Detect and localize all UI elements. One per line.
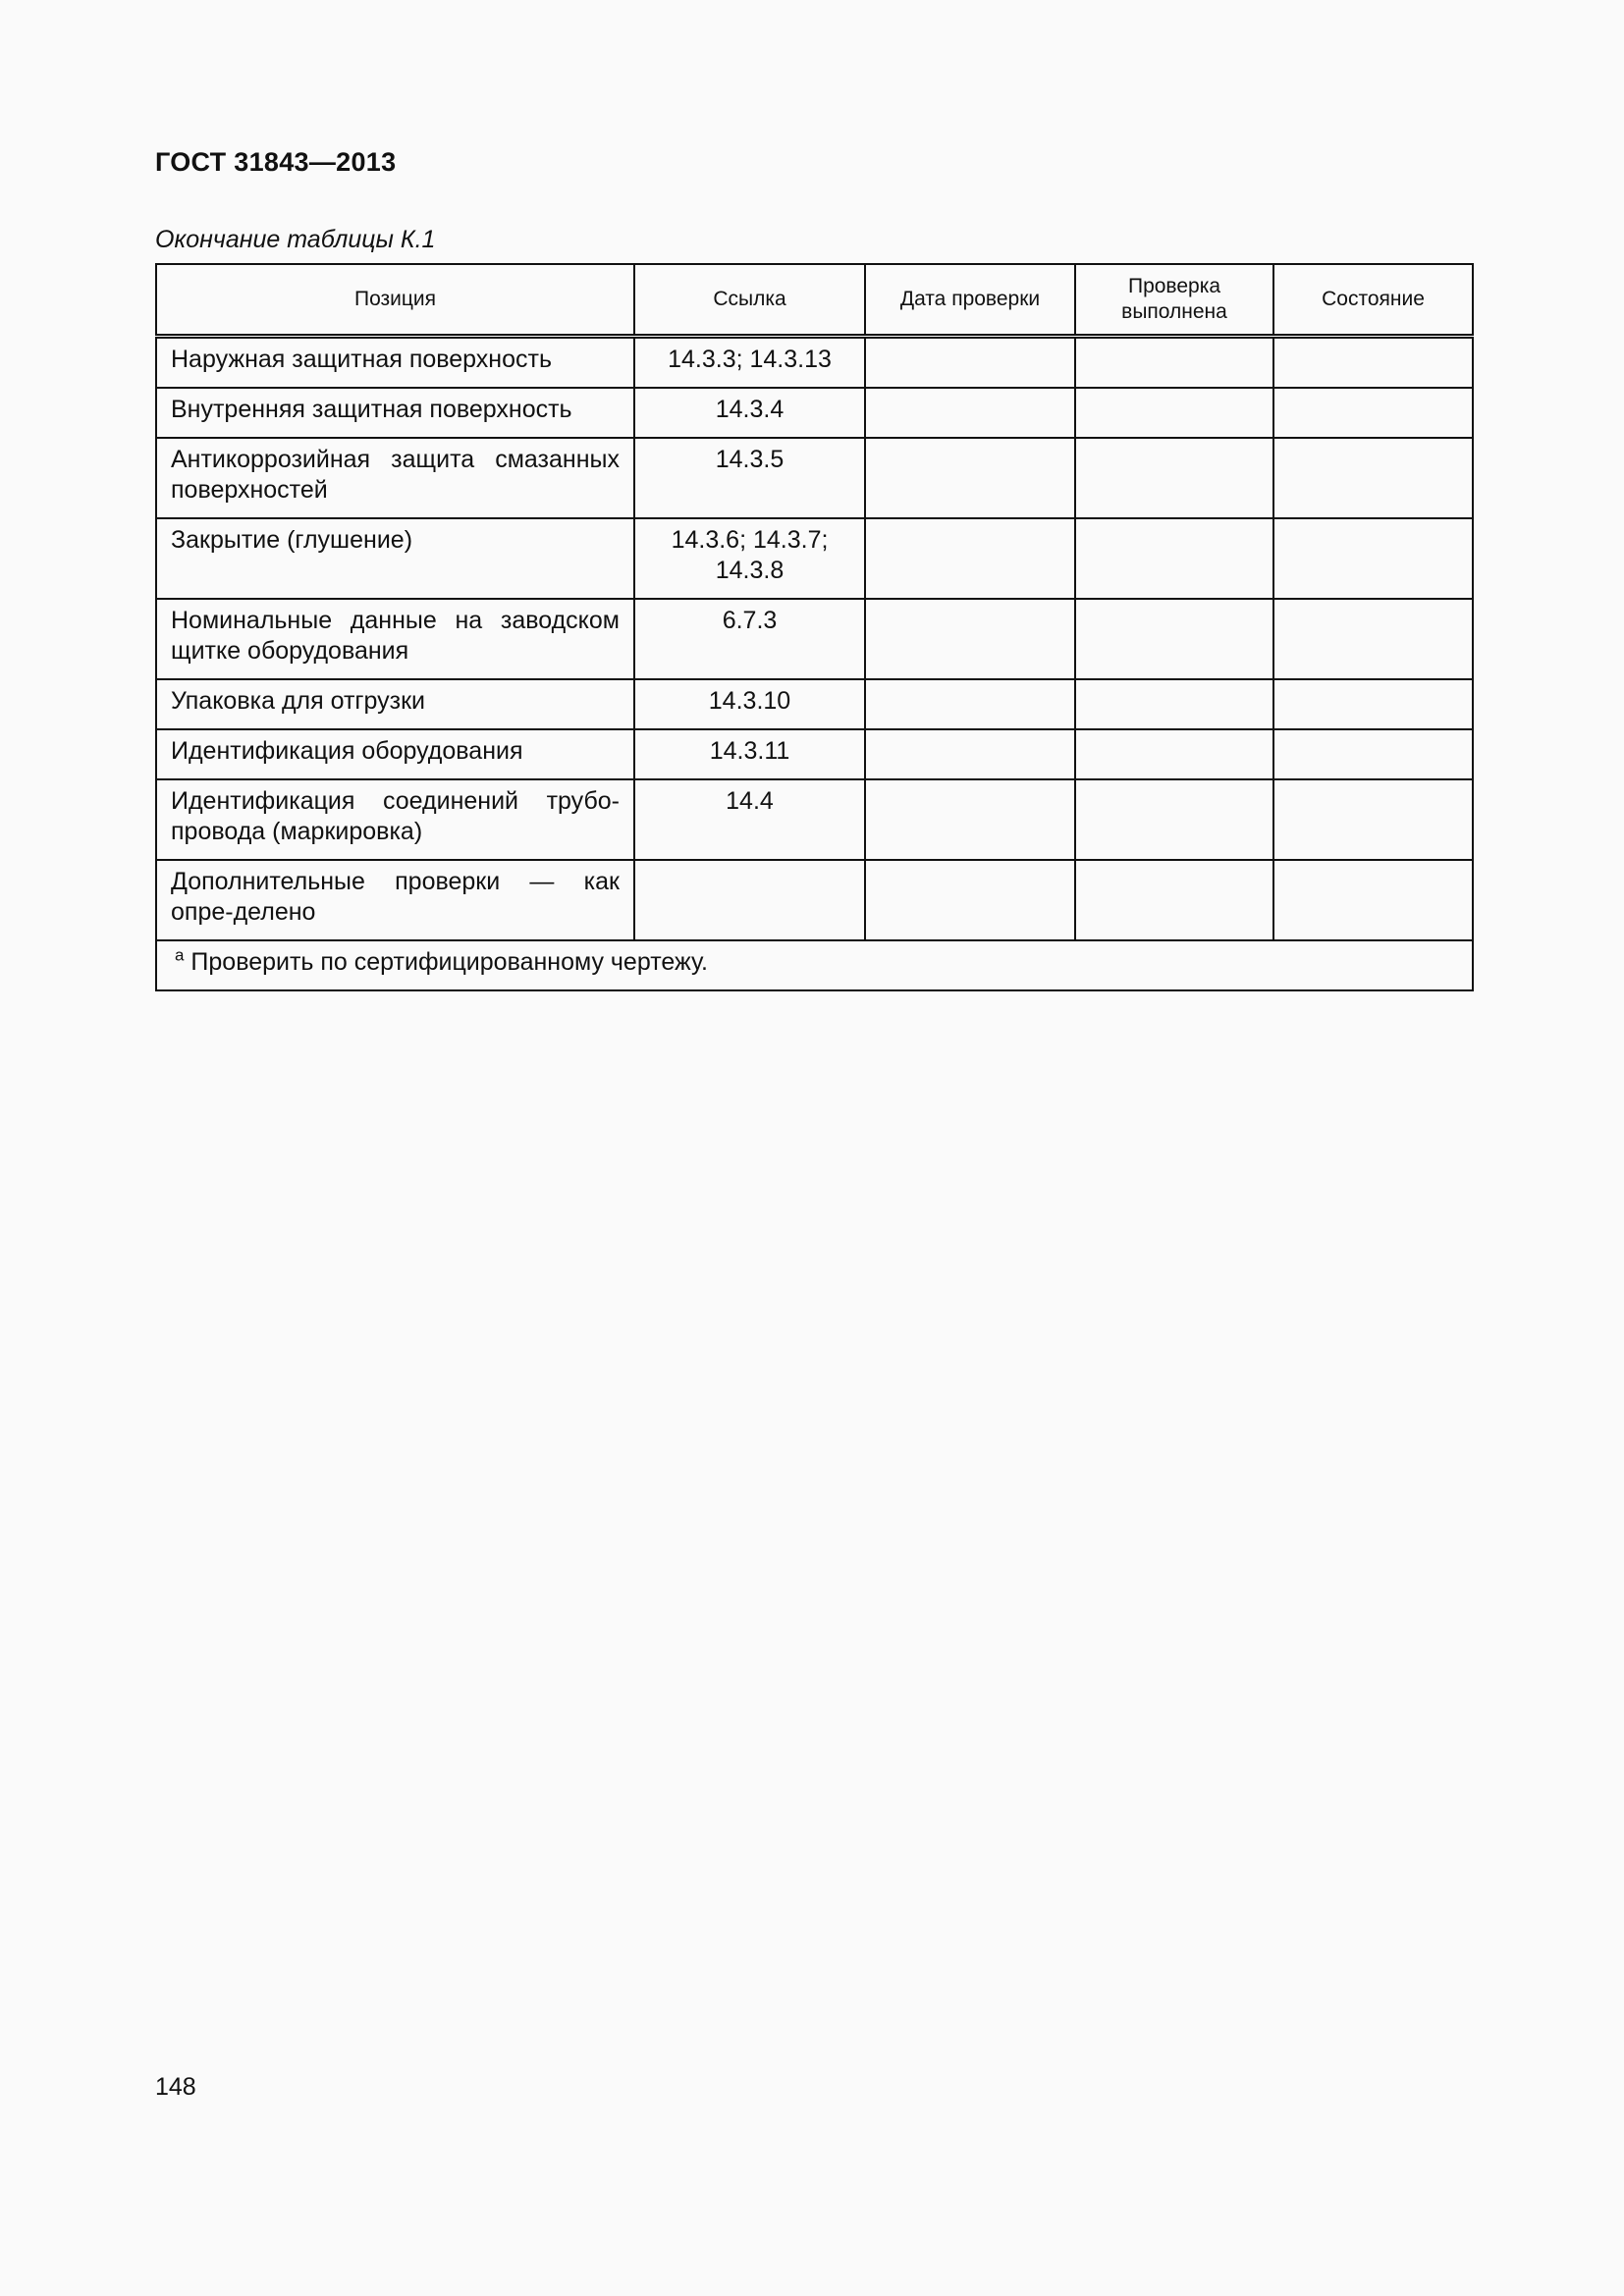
cell-position: Внутренняя защитная поверхность	[156, 388, 634, 438]
footnote-mark: a	[175, 945, 185, 965]
cell-position: Закрытие (глушение)	[156, 518, 634, 599]
column-header-status: Состояние	[1273, 264, 1473, 337]
cell-position: Идентификация соединений трубо-провода (маркировка)	[156, 779, 634, 860]
table-row	[156, 599, 1473, 679]
table-caption: Окончание таблицы К.1	[155, 226, 436, 253]
table-footnote-row	[156, 940, 1473, 990]
cell-status	[1273, 518, 1473, 599]
table-row	[156, 438, 1473, 518]
cell-status	[1273, 599, 1473, 679]
cell-status	[1273, 388, 1473, 438]
cell-check-done	[1075, 860, 1273, 940]
cell-check-date	[865, 779, 1075, 860]
column-header-reference: Ссылка	[634, 264, 865, 337]
cell-reference: 14.3.3; 14.3.13	[634, 337, 865, 389]
cell-check-done	[1075, 438, 1273, 518]
cell-check-date	[865, 438, 1075, 518]
table-row	[156, 337, 1473, 389]
cell-check-date	[865, 337, 1075, 389]
cell-check-date	[865, 860, 1075, 940]
cell-status	[1273, 779, 1473, 860]
table-row	[156, 729, 1473, 779]
table-row	[156, 860, 1473, 940]
cell-check-done	[1075, 388, 1273, 438]
cell-check-date	[865, 599, 1075, 679]
table-row	[156, 679, 1473, 729]
cell-check-done	[1075, 679, 1273, 729]
table-footnote	[156, 940, 1473, 990]
cell-reference: 14.4	[634, 779, 865, 860]
cell-reference: 14.3.5	[634, 438, 865, 518]
column-header-position: Позиция	[156, 264, 634, 337]
cell-status	[1273, 337, 1473, 389]
cell-reference: 6.7.3	[634, 599, 865, 679]
cell-position: Дополнительные проверки — как опре-делено	[156, 860, 634, 940]
document-code: ГОСТ 31843—2013	[155, 147, 397, 177]
cell-reference: 14.3.11	[634, 729, 865, 779]
cell-position: Упаковка для отгрузки	[156, 679, 634, 729]
cell-check-date	[865, 729, 1075, 779]
cell-reference: 14.3.4	[634, 388, 865, 438]
cell-check-date	[865, 679, 1075, 729]
table-row	[156, 518, 1473, 599]
table-header-row	[156, 264, 1473, 337]
cell-check-done	[1075, 729, 1273, 779]
cell-check-done	[1075, 599, 1273, 679]
column-header-check-done: Проверка выполнена	[1075, 264, 1273, 337]
cell-position: Номинальные данные на заводском щитке оборудования	[156, 599, 634, 679]
footnote-text: Проверить по сертифицированному чертежу.	[190, 948, 708, 976]
cell-reference	[634, 860, 865, 940]
cell-check-done	[1075, 518, 1273, 599]
cell-check-date	[865, 388, 1075, 438]
table-row	[156, 779, 1473, 860]
cell-check-date	[865, 518, 1075, 599]
cell-status	[1273, 438, 1473, 518]
cell-check-done	[1075, 779, 1273, 860]
table-row	[156, 388, 1473, 438]
cell-check-done	[1075, 337, 1273, 389]
cell-status	[1273, 679, 1473, 729]
cell-status	[1273, 729, 1473, 779]
cell-status	[1273, 860, 1473, 940]
cell-reference: 14.3.6; 14.3.7; 14.3.8	[634, 518, 865, 599]
inspection-table	[155, 263, 1474, 991]
column-header-check-date: Дата проверки	[865, 264, 1075, 337]
cell-position: Наружная защитная поверхность	[156, 337, 634, 389]
cell-position: Идентификация оборудования	[156, 729, 634, 779]
cell-reference: 14.3.10	[634, 679, 865, 729]
cell-position: Антикоррозийная защита смазанных поверхностей	[156, 438, 634, 518]
page-number: 148	[155, 2073, 196, 2101]
